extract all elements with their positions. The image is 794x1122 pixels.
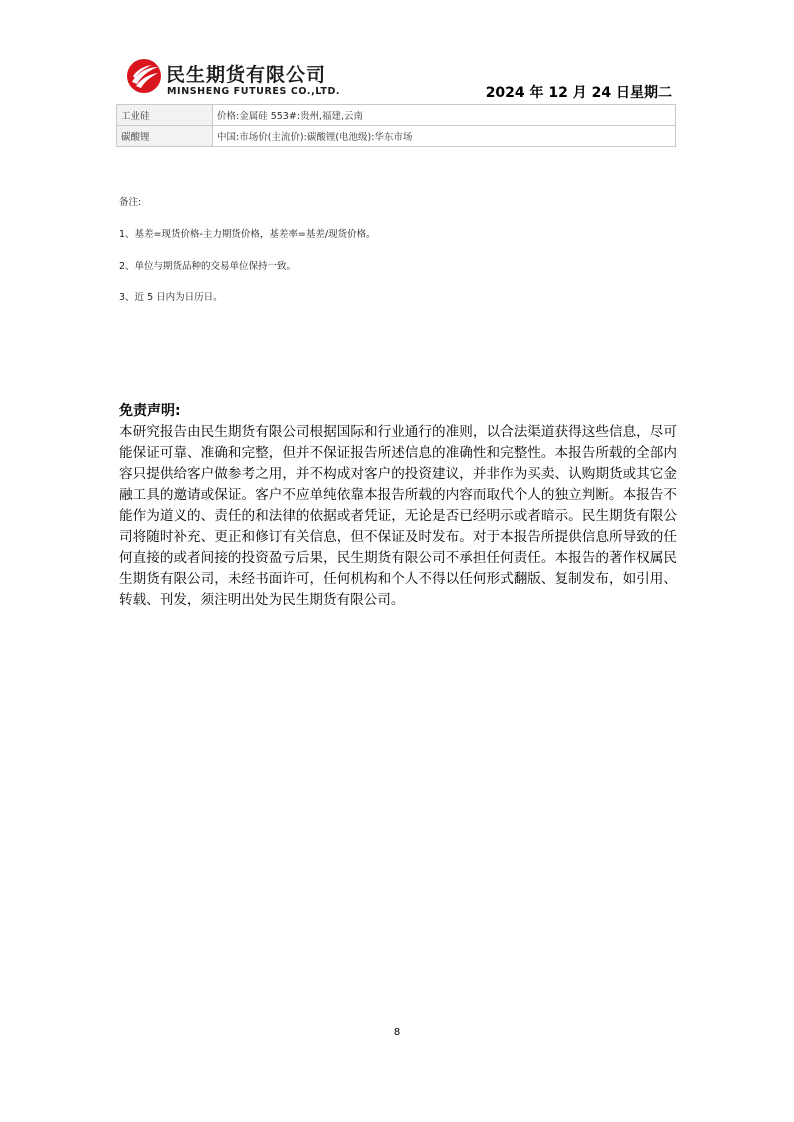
page-header [118,54,676,102]
note-item: 2、单位与期货品种的交易单位保持一致。 [119,261,297,272]
minsheng-logo-icon [126,58,162,94]
table-row [117,126,676,147]
company-name-en: MINSHENG FUTURES CO.,LTD. [167,86,341,97]
table-cell-desc: 中国:市场价(主流价):碳酸锂(电池级):华东市场 [213,126,676,147]
page-number: 8 [393,1027,401,1038]
report-date: 2024 年 12 月 24 日星期二 [485,85,672,101]
company-logo [126,58,356,102]
note-item: 3、近 5 日内为日历日。 [119,292,223,303]
company-name-cn: 民生期货有限公司 [166,64,327,86]
notes-title: 备注: [119,197,142,208]
disclaimer-body: 本研究报告由民生期货有限公司根据国际和行业通行的准则，以合法渠道获得这些信息，尽可能保证可靠、准确和完整，但并不保证报告所述信息的准确性和完整性。本报告所载的全部内容只提供给客户做参考之用，并不构成对客户的投资建议，并非作为买卖、认购期货或其它金融工具的邀请或保证。客户不应单纯依靠本报告所载的内容而取代个人的独立判断。本报告不能作为道义的、责任的和法律的依据或者凭证，无论是否已经明示或者暗示。民生期货有限公司将随时补充、更正和修订有关信息，但不保证及时发布。对于本报告所提供信息所导致的任何直接的或者间接的投资盈亏后果，民生期货有限公司不承担任何责任。本报告的著作权属民生期货有限公司，未经书面许可，任何机构和个人不得以任何形式翻版、复制发布，如引用、转载、刊发，须注明出处为民生期货有限公司。 [119,424,677,608]
table-row [117,105,676,126]
data-source-table [116,104,676,147]
table-cell-name: 工业硅 [117,105,213,126]
table-cell-name: 碳酸锂 [117,126,213,147]
note-item: 1、基差=现货价格-主力期货价格，基差率=基差/现货价格。 [119,229,376,240]
disclaimer-title: 免责声明: [119,403,181,419]
disclaimer-section [119,402,679,611]
table-cell-desc: 价格:金属硅 553#:贵州,福建,云南 [213,105,676,126]
